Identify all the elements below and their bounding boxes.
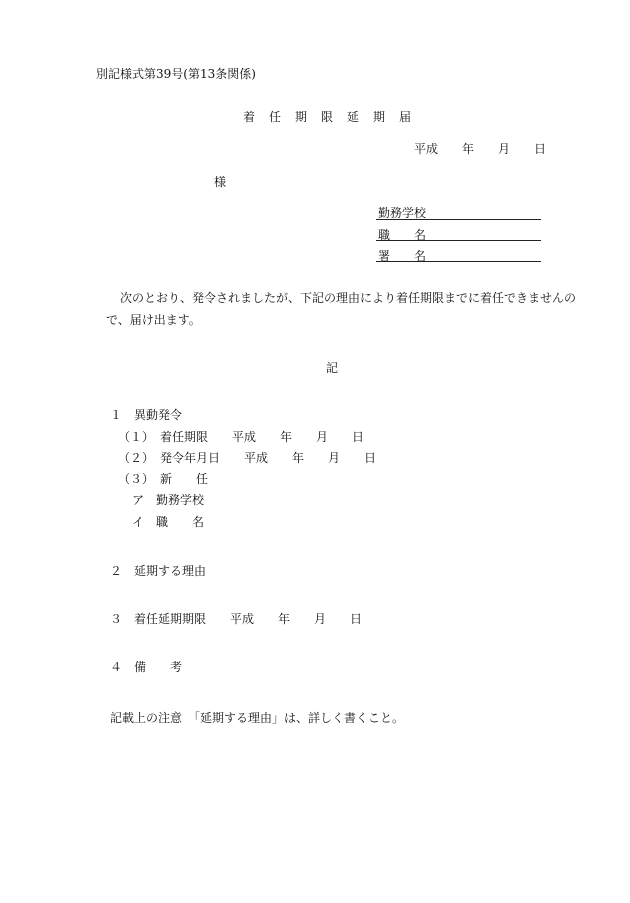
signer-position-label: 職 名 bbox=[378, 228, 427, 242]
body-line-2: で、届け出ます。 bbox=[106, 313, 201, 327]
item-1-3-b: イ 職 名 bbox=[132, 515, 205, 529]
item-1-3: （３） 新 任 bbox=[118, 472, 209, 486]
item-1-2: （２） 発令年月日 平成 年 月 日 bbox=[118, 451, 377, 465]
date-line: 平成 年 月 日 bbox=[414, 142, 547, 156]
signer-position-underline bbox=[376, 240, 541, 241]
item-2: ２ 延期する理由 bbox=[110, 564, 207, 578]
filling-note: 記載上の注意 「延期する理由」は、詳しく書くこと。 bbox=[110, 711, 405, 725]
item-3: ３ 着任延期期限 平成 年 月 日 bbox=[110, 612, 363, 626]
item-1-3-a: ア 勤務学校 bbox=[132, 493, 205, 507]
signer-workplace-underline bbox=[376, 219, 541, 220]
item-4: ４ 備 考 bbox=[110, 660, 183, 674]
ki-heading: 記 bbox=[326, 361, 339, 375]
addressee-suffix: 様 bbox=[214, 175, 227, 189]
body-line-1: 次のとおり、発令されましたが、下記の理由により着任期限までに着任できませんの bbox=[108, 291, 577, 305]
signer-workplace-label: 勤務学校 bbox=[378, 206, 427, 220]
item-1-heading: １ 異動発令 bbox=[110, 408, 183, 422]
document-title: 着 任 期 限 延 期 届 bbox=[243, 110, 413, 124]
signer-name-label: 署 名 bbox=[378, 249, 427, 263]
signer-name-underline bbox=[376, 261, 541, 262]
item-1-1: （１） 着任期限 平成 年 月 日 bbox=[118, 430, 365, 444]
form-number: 別記様式第39号(第13条関係) bbox=[96, 67, 256, 81]
